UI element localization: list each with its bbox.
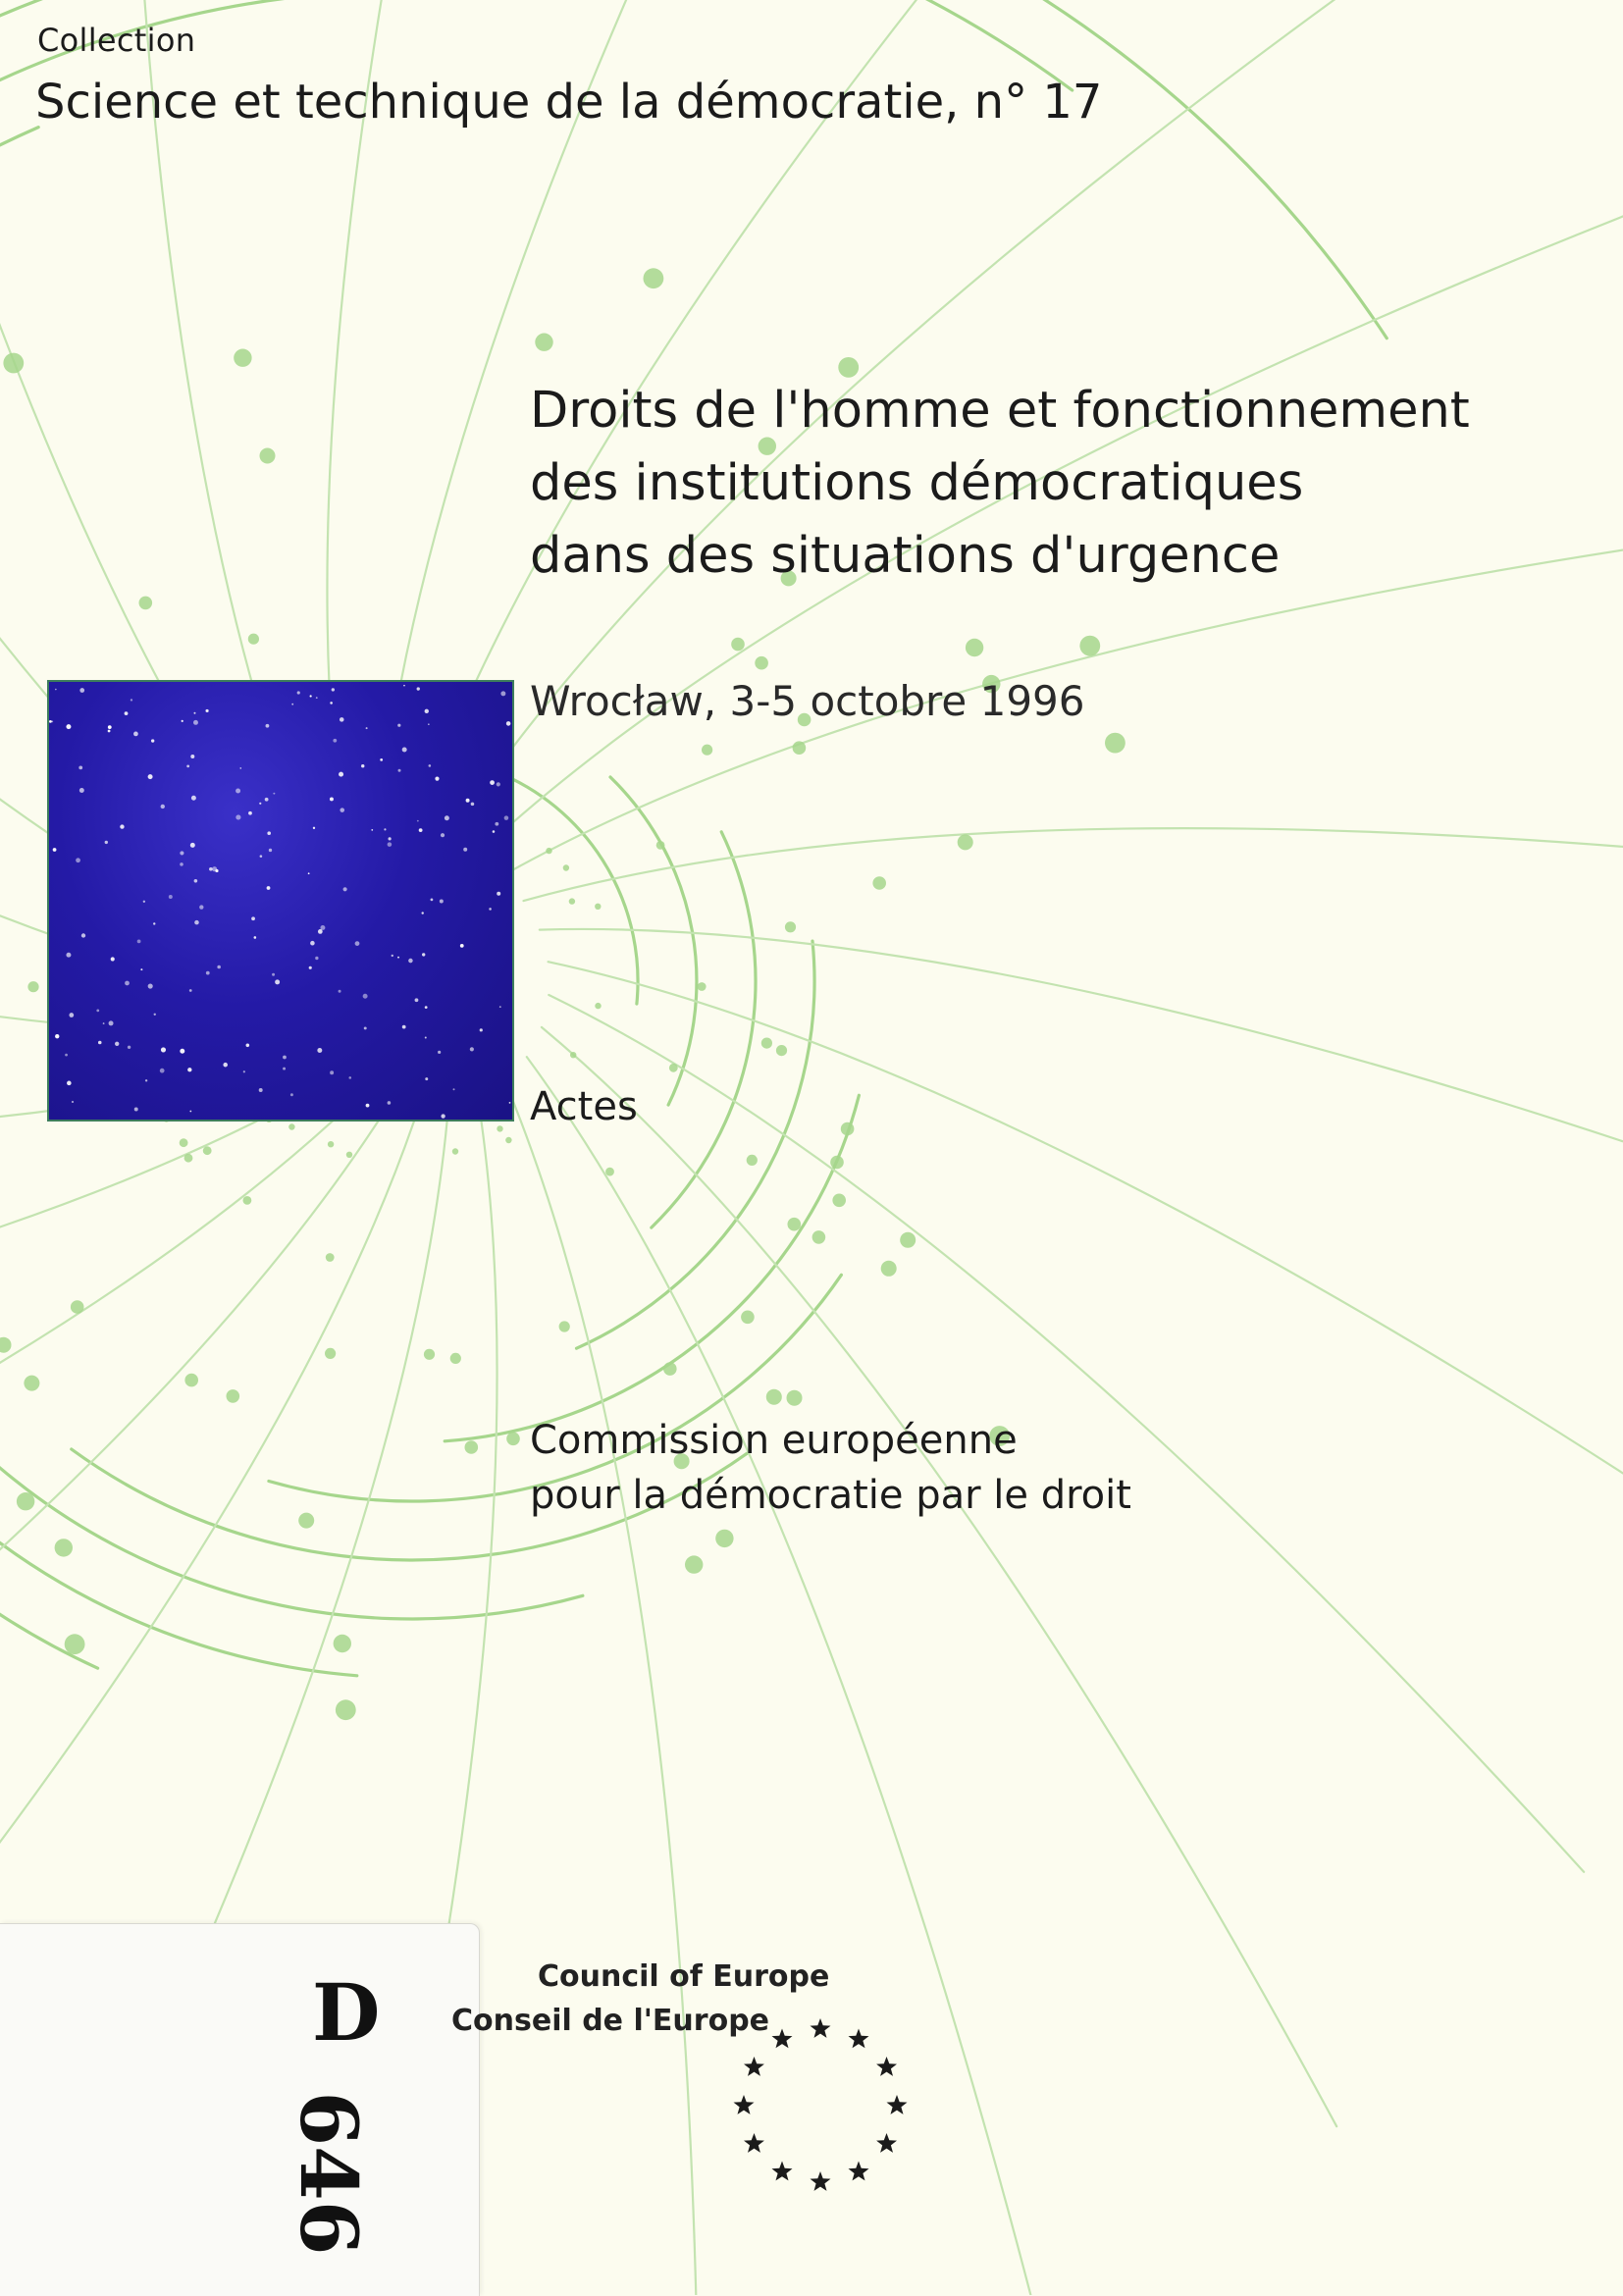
sky-star xyxy=(392,955,393,957)
decorative-dot xyxy=(452,1148,458,1154)
sky-star xyxy=(67,1081,72,1086)
decorative-dot xyxy=(0,1337,12,1353)
sky-star xyxy=(251,916,255,920)
sky-star xyxy=(453,1088,455,1090)
decorative-dot xyxy=(669,1064,678,1072)
sky-star xyxy=(415,998,419,1002)
emblem-star-icon xyxy=(876,2057,897,2076)
sky-star xyxy=(291,704,293,705)
sky-star xyxy=(389,837,392,840)
sky-star xyxy=(108,730,111,733)
sky-star xyxy=(417,820,419,822)
sky-star xyxy=(81,933,85,937)
sky-star xyxy=(148,774,153,779)
decorative-dot xyxy=(832,1194,846,1208)
decorative-dot xyxy=(715,1530,733,1547)
decorative-dot xyxy=(698,982,707,991)
sky-star xyxy=(397,957,399,959)
decorative-dot xyxy=(184,1154,193,1163)
decorative-dot xyxy=(325,1348,336,1359)
sky-star xyxy=(460,944,464,948)
decorative-dot xyxy=(776,1045,787,1056)
sky-star xyxy=(361,764,364,767)
sky-star xyxy=(180,862,183,866)
sky-star xyxy=(108,725,112,729)
sky-star xyxy=(260,855,263,858)
sky-star xyxy=(402,1025,406,1029)
sky-star xyxy=(402,748,407,753)
sky-star xyxy=(199,905,203,909)
sky-star xyxy=(333,739,337,743)
decorative-dot xyxy=(71,1300,84,1314)
decorative-dot xyxy=(260,448,276,464)
decorative-dot xyxy=(605,1168,614,1176)
decorative-dot xyxy=(663,1362,677,1376)
sky-star xyxy=(297,691,300,694)
sky-star xyxy=(236,789,240,794)
sky-star xyxy=(189,1111,191,1113)
decorative-dot xyxy=(761,1038,772,1049)
sky-star xyxy=(154,1014,156,1016)
sky-star xyxy=(115,1042,119,1046)
decorative-dot xyxy=(793,741,807,755)
sky-star xyxy=(189,989,192,992)
library-shelf-label xyxy=(0,1923,480,2296)
sky-star xyxy=(506,721,511,726)
sky-star xyxy=(55,1034,59,1038)
sky-star xyxy=(290,1093,293,1096)
sky-star xyxy=(490,780,495,785)
sky-star xyxy=(193,712,195,714)
decorative-arc xyxy=(109,0,1387,339)
decorative-dot xyxy=(788,1218,802,1231)
sky-star xyxy=(194,920,199,925)
decorative-dot xyxy=(3,353,24,374)
decorative-dot xyxy=(424,1349,435,1360)
sky-star xyxy=(246,1043,250,1047)
sky-star xyxy=(259,803,261,805)
decorative-dot xyxy=(755,656,768,670)
decorative-dot xyxy=(1105,733,1126,754)
sky-star xyxy=(120,824,124,828)
sky-star xyxy=(223,1063,228,1068)
sky-star xyxy=(239,767,241,769)
decorative-dot xyxy=(139,597,153,610)
decorative-arc xyxy=(652,832,756,1227)
sky-star xyxy=(265,798,269,802)
sky-star xyxy=(137,939,141,943)
decorative-arc xyxy=(445,1095,859,1441)
sky-star xyxy=(79,766,82,770)
sky-star xyxy=(497,782,500,786)
sky-star xyxy=(310,941,315,946)
sky-star xyxy=(267,886,271,890)
sky-star xyxy=(259,1088,263,1092)
commission-line-2: pour la démocratie par le droit xyxy=(530,1468,1131,1523)
emblem-star-icon xyxy=(811,2171,831,2191)
sky-star xyxy=(497,892,500,896)
sky-star xyxy=(72,1101,74,1103)
sky-star xyxy=(109,1020,114,1025)
sky-star xyxy=(267,831,271,835)
sky-star xyxy=(128,1046,131,1049)
decorative-dot xyxy=(298,1513,314,1529)
sky-star xyxy=(66,953,71,958)
sky-star xyxy=(269,849,272,852)
emblem-star-icon xyxy=(734,2095,755,2114)
sky-star xyxy=(131,699,132,701)
sky-star xyxy=(283,1056,287,1060)
sky-star xyxy=(273,793,275,795)
commission-line-1: Commission européenne xyxy=(530,1413,1131,1468)
decorative-spoke xyxy=(0,1116,382,2037)
sky-star xyxy=(111,957,115,961)
decorative-dot xyxy=(203,1146,212,1155)
decorative-dot xyxy=(570,1052,576,1058)
sky-star xyxy=(388,1101,392,1105)
sky-star xyxy=(125,981,130,986)
decorative-dot xyxy=(227,1389,240,1403)
sky-star xyxy=(190,755,194,758)
sky-star xyxy=(105,841,108,844)
emblem-star-icon xyxy=(744,2133,764,2153)
sky-star xyxy=(380,758,383,761)
sky-star xyxy=(339,772,343,777)
sky-star xyxy=(151,739,154,742)
sky-star xyxy=(145,1079,147,1081)
sky-star xyxy=(53,848,57,852)
sky-star xyxy=(330,702,333,704)
sky-star xyxy=(422,912,424,913)
sky-star xyxy=(248,811,252,815)
sky-star xyxy=(438,1051,441,1054)
sky-star xyxy=(441,1114,445,1118)
sky-star xyxy=(272,973,275,976)
decorative-dot xyxy=(830,1156,844,1170)
sky-star xyxy=(49,720,52,723)
sky-star xyxy=(194,879,198,883)
sky-star xyxy=(182,720,183,722)
sky-star xyxy=(330,1070,334,1074)
sky-star xyxy=(313,827,315,829)
decorative-dot xyxy=(234,349,251,367)
sky-star xyxy=(212,866,217,871)
decorative-dot xyxy=(288,1123,294,1129)
sky-star xyxy=(417,687,420,690)
sky-star xyxy=(153,922,155,924)
decorative-dot xyxy=(731,638,745,652)
decorative-dot xyxy=(563,864,569,870)
decorative-dot xyxy=(336,1699,356,1720)
sky-star xyxy=(429,764,432,767)
book-title-line-1: Droits de l'homme et fonctionnement xyxy=(530,375,1470,447)
book-title xyxy=(530,375,1470,593)
decorative-dot xyxy=(1079,636,1100,656)
shelfmark-number: 646 xyxy=(283,2092,375,2256)
emblem-star-icon xyxy=(876,2133,897,2153)
sky-star xyxy=(161,805,165,809)
sky-star xyxy=(103,1022,105,1024)
sky-star xyxy=(425,709,429,713)
decorative-dot xyxy=(872,876,886,890)
decorative-dot xyxy=(465,1440,479,1454)
sky-star xyxy=(480,1028,483,1031)
sky-star xyxy=(466,799,470,803)
sky-star xyxy=(191,796,196,801)
sky-star xyxy=(65,1054,68,1057)
sky-star xyxy=(364,1026,367,1029)
decorative-dot xyxy=(812,1230,826,1244)
decorative-dot xyxy=(747,1155,758,1166)
sky-star xyxy=(236,814,240,819)
council-of-europe-star-icon xyxy=(722,2008,918,2204)
decorative-dot xyxy=(55,1539,73,1556)
decorative-dot xyxy=(656,841,665,850)
sky-star xyxy=(148,983,153,988)
sky-star xyxy=(160,1069,165,1073)
decorative-dot xyxy=(685,1555,703,1573)
decorative-dot xyxy=(766,1389,782,1405)
sky-star xyxy=(187,1068,191,1071)
sky-star xyxy=(330,797,334,801)
sky-star xyxy=(348,1076,351,1079)
decorative-dot xyxy=(346,1152,352,1158)
sky-star xyxy=(403,685,405,687)
decorative-dot xyxy=(787,1390,803,1406)
sky-star xyxy=(79,688,84,693)
decorative-dot xyxy=(180,1138,188,1147)
sky-star xyxy=(143,901,145,903)
emblem-star-icon xyxy=(887,2095,908,2114)
decorative-dot xyxy=(24,1376,39,1391)
sky-star xyxy=(419,828,423,832)
sky-star xyxy=(69,1013,74,1018)
emblem-star-icon xyxy=(744,2057,764,2076)
decorative-arc xyxy=(610,777,697,1105)
sky-star xyxy=(79,788,84,793)
sky-star xyxy=(283,1068,286,1070)
event-place-date: Wrocław, 3-5 octobre 1996 xyxy=(530,677,1084,725)
sky-star xyxy=(509,1102,511,1104)
decorative-dot xyxy=(741,1311,755,1325)
sky-star xyxy=(340,717,344,722)
shelfmark-letter: D xyxy=(312,1966,380,2059)
decorative-dot xyxy=(569,898,575,904)
emblem-star-icon xyxy=(849,2029,869,2049)
sky-star xyxy=(66,724,71,729)
sky-star xyxy=(254,936,257,939)
decorative-dot xyxy=(248,634,259,645)
sky-star xyxy=(435,777,439,781)
decorative-dot xyxy=(535,334,552,351)
sky-star xyxy=(180,851,183,855)
sky-star xyxy=(363,994,368,999)
decorative-dot xyxy=(595,1003,601,1009)
sky-star xyxy=(161,1047,166,1052)
book-title-line-2: des institutions démocratiques xyxy=(530,447,1470,520)
proceedings-label: Actes xyxy=(530,1084,638,1129)
sky-star xyxy=(193,720,198,725)
sky-star xyxy=(76,858,80,862)
sky-star xyxy=(133,732,138,737)
decorative-dot xyxy=(958,834,973,850)
sky-star xyxy=(315,957,318,960)
decorative-dot xyxy=(966,639,983,656)
sky-star xyxy=(266,724,270,728)
sky-star xyxy=(309,966,312,969)
sky-star xyxy=(186,764,189,767)
sky-star xyxy=(355,941,360,946)
sky-star xyxy=(471,803,475,807)
decorative-dot xyxy=(881,1261,897,1277)
sky-star xyxy=(495,822,498,826)
emblem-star-icon xyxy=(849,2162,869,2181)
decorative-dot xyxy=(65,1634,85,1654)
collection-label: Collection xyxy=(37,22,195,59)
night-sky-image xyxy=(47,680,514,1122)
decorative-dot xyxy=(785,921,796,932)
decorative-arc xyxy=(0,128,38,1067)
decorative-dot xyxy=(900,1232,916,1248)
decorative-dot xyxy=(505,1137,511,1143)
emblem-star-icon xyxy=(811,2018,831,2038)
decorative-spoke xyxy=(0,1104,351,1760)
sky-star xyxy=(425,1006,428,1009)
sky-star xyxy=(366,727,368,729)
sky-star xyxy=(489,908,492,911)
decorative-dot xyxy=(702,745,712,756)
sky-star xyxy=(440,900,444,904)
publisher-english: Council of Europe xyxy=(538,1959,829,1994)
decorative-dot xyxy=(243,1196,252,1205)
publisher-french: Conseil de l'Europe xyxy=(451,2004,769,2038)
sky-star xyxy=(205,709,208,712)
sky-star xyxy=(339,990,341,993)
decorative-dot xyxy=(326,1253,335,1262)
sky-star xyxy=(316,697,318,699)
sky-star xyxy=(180,1049,184,1054)
sky-star xyxy=(190,843,195,848)
decorative-dot xyxy=(27,981,38,992)
decorative-dot xyxy=(506,1433,520,1446)
decorative-dot xyxy=(644,268,664,288)
sky-star xyxy=(398,769,401,772)
sky-star xyxy=(340,808,344,812)
commission-name xyxy=(530,1413,1131,1523)
decorative-dot xyxy=(546,848,551,854)
sky-star xyxy=(408,959,413,964)
sky-star xyxy=(217,965,221,969)
sky-star xyxy=(366,1104,370,1108)
sky-star xyxy=(504,815,509,820)
sky-star xyxy=(98,1041,102,1045)
decorative-dot xyxy=(595,904,601,910)
decorative-spoke xyxy=(505,1082,699,2295)
sky-star xyxy=(388,842,393,847)
emblem-star-icon xyxy=(772,2029,793,2049)
sky-star xyxy=(96,1010,99,1013)
sky-star xyxy=(169,895,173,899)
sky-star xyxy=(134,1108,138,1112)
sky-star xyxy=(332,688,335,691)
decorative-spoke xyxy=(524,828,1623,901)
sky-star xyxy=(425,1077,428,1080)
sky-star xyxy=(320,925,325,930)
sky-star xyxy=(318,929,323,934)
sky-star xyxy=(428,723,430,725)
sky-star xyxy=(140,968,142,970)
book-title-line-3: dans des situations d'urgence xyxy=(530,520,1470,593)
sky-star xyxy=(463,848,467,852)
decorative-dot xyxy=(497,1125,502,1131)
sky-star xyxy=(371,829,373,831)
sky-star xyxy=(310,695,312,697)
sky-star xyxy=(499,1006,501,1008)
decorative-dot xyxy=(184,1374,198,1387)
sky-star xyxy=(384,828,386,830)
decorative-dot xyxy=(559,1321,570,1331)
sky-star xyxy=(317,1048,322,1053)
sky-star xyxy=(470,1047,474,1051)
decorative-dot xyxy=(450,1353,461,1364)
sky-star xyxy=(125,711,129,715)
sky-star xyxy=(431,899,434,902)
decorative-dot xyxy=(334,1635,351,1652)
emblem-star-icon xyxy=(772,2162,793,2181)
decorative-dot xyxy=(328,1141,334,1147)
decorative-dot xyxy=(17,1492,34,1510)
sky-star xyxy=(445,815,449,820)
decorative-dot xyxy=(841,1122,855,1136)
sky-star xyxy=(55,689,57,691)
sky-star xyxy=(422,953,425,956)
sky-star xyxy=(500,691,505,696)
sky-star xyxy=(343,887,347,891)
sky-star xyxy=(397,724,400,727)
sky-star xyxy=(441,833,445,837)
series-title: Science et technique de la démocratie, n° 17 xyxy=(35,75,1102,130)
sky-star xyxy=(493,830,496,833)
sky-star xyxy=(275,979,280,984)
sky-star xyxy=(308,872,310,874)
sky-star xyxy=(425,1036,427,1038)
sky-star xyxy=(243,1070,245,1072)
sky-star xyxy=(206,971,210,975)
